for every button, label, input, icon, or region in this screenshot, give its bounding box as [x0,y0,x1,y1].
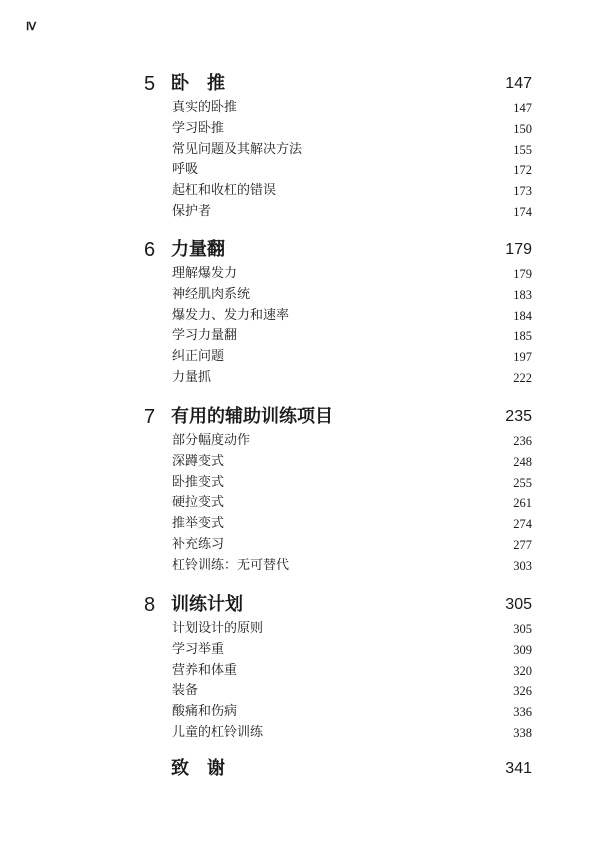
chapter-page: 179 [505,241,532,258]
entry-page: 277 [513,537,532,552]
page-number: Ⅳ [26,21,36,33]
chapter-heading[interactable] [0,591,600,619]
toc-entry[interactable] [0,181,600,202]
entry-page: 179 [513,267,532,281]
entry-page: 303 [513,558,532,573]
entry-title: 酸痛和伤病 [172,704,238,720]
chapter-number: 6 [144,239,156,261]
entry-title: 卧推变式 [172,474,225,490]
chapter-title: 有用的辅助训练项目 [171,406,333,427]
entry-title: 装备 [172,683,199,699]
chapter-acknowledgements [0,755,600,783]
toc-entry[interactable] [0,535,600,556]
entry-page: 336 [513,705,532,720]
entry-page: 274 [513,517,532,532]
toc-entry[interactable] [0,493,600,514]
entry-title: 保护者 [172,203,212,219]
entry-page: 326 [513,684,532,699]
toc-entry[interactable] [0,661,600,682]
entry-page: 309 [513,642,532,657]
toc-entry[interactable] [0,368,600,389]
entry-page: 320 [513,663,532,678]
entry-title: 杠铃训练：无可替代 [172,557,290,573]
toc-entry[interactable] [0,264,600,285]
chapter-title: 卧 推 [171,73,225,94]
entry-title: 营养和体重 [172,662,238,678]
entry-title: 起杠和收杠的错误 [172,183,277,199]
entry-page: 255 [513,475,532,490]
entry-title: 力量抓 [172,369,212,385]
entry-title: 学习卧推 [172,120,225,136]
chapter-7 [0,403,600,577]
toc-entry[interactable] [0,347,600,368]
toc-entry[interactable] [0,452,600,473]
toc-entry[interactable] [0,702,600,723]
toc-entry[interactable] [0,160,600,181]
entry-title: 呼吸 [172,162,199,178]
entry-title: 深蹲变式 [172,453,225,469]
chapter-page: 147 [505,75,532,92]
toc-entry[interactable] [0,640,600,661]
entry-page: 150 [513,121,532,136]
entry-title: 真实的卧推 [172,100,238,115]
chapter-page: 305 [505,596,532,613]
chapter-heading[interactable] [0,236,600,264]
entry-page: 197 [513,350,532,365]
toc-entry[interactable] [0,619,600,640]
entry-page: 338 [513,725,532,740]
entry-title: 理解爆发力 [172,266,238,281]
chapter-number: 7 [144,406,156,428]
entry-title: 学习力量翻 [172,328,238,344]
chapter-title: 训练计划 [171,594,243,615]
entry-page: 236 [513,434,532,448]
entry-title: 常见问题及其解决方法 [172,141,303,157]
entry-page: 222 [513,370,532,385]
entry-page: 155 [513,142,532,157]
toc-entry[interactable] [0,202,600,223]
entry-page: 173 [513,184,532,199]
chapter-number: 5 [144,73,156,95]
entry-title: 纠正问题 [172,349,225,365]
chapter-page: 235 [505,408,532,425]
toc-entry[interactable] [0,723,600,744]
chapter-number: 8 [144,594,156,616]
entry-page: 185 [513,329,532,344]
entry-title: 神经肌肉系统 [172,286,251,302]
chapter-heading[interactable] [0,403,600,431]
chapter-title: 致 谢 [171,758,225,779]
entry-title: 硬拉变式 [172,495,225,511]
entry-title: 计划设计的原则 [172,621,264,636]
chapter-5 [0,70,600,223]
toc-entry[interactable] [0,98,600,119]
chapter-title: 力量翻 [171,239,225,260]
toc-entry[interactable] [0,514,600,535]
entry-title: 爆发力、发力和速率 [172,307,290,323]
toc-entry[interactable] [0,306,600,327]
entry-page: 172 [513,163,532,178]
chapter-heading[interactable] [0,755,600,783]
toc-entry[interactable] [0,431,600,452]
entry-page: 305 [513,622,532,636]
entry-page: 174 [513,204,532,219]
toc-entry[interactable] [0,119,600,140]
toc-entry[interactable] [0,556,600,577]
toc-entry[interactable] [0,681,600,702]
chapter-6 [0,236,600,389]
entry-page: 147 [513,101,532,115]
toc-entry[interactable] [0,326,600,347]
entry-page: 248 [513,454,532,469]
chapter-8 [0,591,600,744]
entry-page: 183 [513,287,532,302]
chapter-page: 341 [505,760,532,777]
entry-title: 学习举重 [172,641,225,657]
entry-title: 补充练习 [172,536,225,552]
entry-page: 184 [513,308,532,323]
chapter-heading[interactable] [0,70,600,98]
entry-title: 部分幅度动作 [172,433,251,448]
toc-entry[interactable] [0,285,600,306]
toc-entry[interactable] [0,140,600,161]
entry-page: 261 [513,496,532,511]
entry-title: 儿童的杠铃训练 [172,724,264,740]
entry-title: 推举变式 [172,516,225,532]
toc-entry[interactable] [0,473,600,494]
